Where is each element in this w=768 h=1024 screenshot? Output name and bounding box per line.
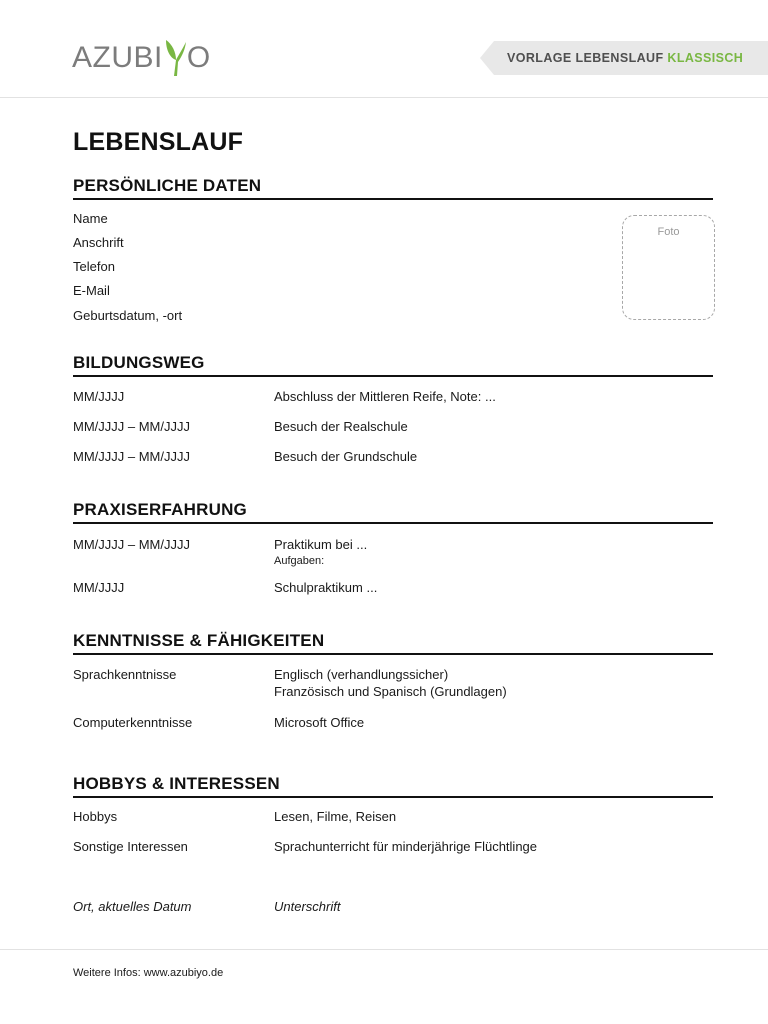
template-tag	[480, 41, 768, 75]
template-tag-label	[507, 41, 743, 75]
page-header	[0, 0, 768, 98]
azubiyo-logo[interactable]	[72, 36, 211, 80]
section-heading-education: BILDUNGSWEG	[73, 353, 713, 377]
experience-date: MM/JJJJ	[73, 580, 125, 595]
place-date-placeholder: Ort, aktuelles Datum	[73, 899, 192, 914]
skills-label: Computerkenntnisse	[73, 715, 193, 730]
field-address: Anschrift	[73, 235, 124, 250]
education-entry: Besuch der Realschule	[274, 419, 408, 434]
education-entry: Abschluss der Mittleren Reife, Note: ...	[274, 389, 496, 404]
section-heading-hobbies: HOBBYS & INTERESSEN	[73, 774, 713, 798]
education-entry: Besuch der Grundschule	[274, 449, 418, 464]
footer-divider	[0, 949, 768, 950]
education-date: MM/JJJJ – MM/JJJJ	[73, 449, 190, 464]
signature-placeholder: Unterschrift	[274, 899, 341, 914]
skills-value: Microsoft Office	[274, 715, 365, 730]
leaf-y-icon	[160, 36, 190, 80]
hobbies-label: Sonstige Interessen	[73, 839, 188, 854]
photo-label: Foto	[657, 226, 680, 238]
education-date: MM/JJJJ	[73, 389, 125, 404]
hobbies-label: Hobbys	[73, 809, 118, 824]
experience-date: MM/JJJJ – MM/JJJJ	[73, 537, 190, 552]
template-tag-accent: KLASSISCH	[667, 51, 744, 65]
footer-info[interactable]: Weitere Infos: www.azubiyo.de	[73, 967, 224, 979]
skills-value: Französisch und Spanisch (Grundlagen)	[274, 684, 507, 699]
logo-text-prefix: AZUBI	[72, 41, 163, 74]
experience-entry: Praktikum bei ...	[274, 537, 368, 552]
field-phone: Telefon	[73, 259, 115, 274]
skills-value: Englisch (verhandlungssicher)	[274, 667, 449, 682]
section-heading-skills: KENNTNISSE & FÄHIGKEITEN	[73, 631, 713, 655]
skills-label: Sprachkenntnisse	[73, 667, 177, 682]
hobbies-value: Sprachunterricht für minderjährige Flüchtlinge	[274, 839, 538, 854]
document-title: LEBENSLAUF	[73, 128, 244, 156]
section-heading-experience: PRAXISERFAHRUNG	[73, 500, 713, 524]
experience-subnote: Aufgaben:	[274, 555, 325, 567]
photo-placeholder[interactable]	[622, 215, 715, 320]
logo-text-suffix: O	[186, 41, 211, 74]
education-date: MM/JJJJ – MM/JJJJ	[73, 419, 190, 434]
field-email: E-Mail	[73, 283, 110, 298]
experience-entry: Schulpraktikum ...	[274, 580, 378, 595]
field-birth: Geburtsdatum, -ort	[73, 308, 183, 323]
template-tag-main: VORLAGE LEBENSLAUF	[507, 51, 664, 65]
field-name: Name	[73, 211, 108, 226]
section-heading-personal: PERSÖNLICHE DATEN	[73, 176, 713, 200]
hobbies-value: Lesen, Filme, Reisen	[274, 809, 397, 824]
